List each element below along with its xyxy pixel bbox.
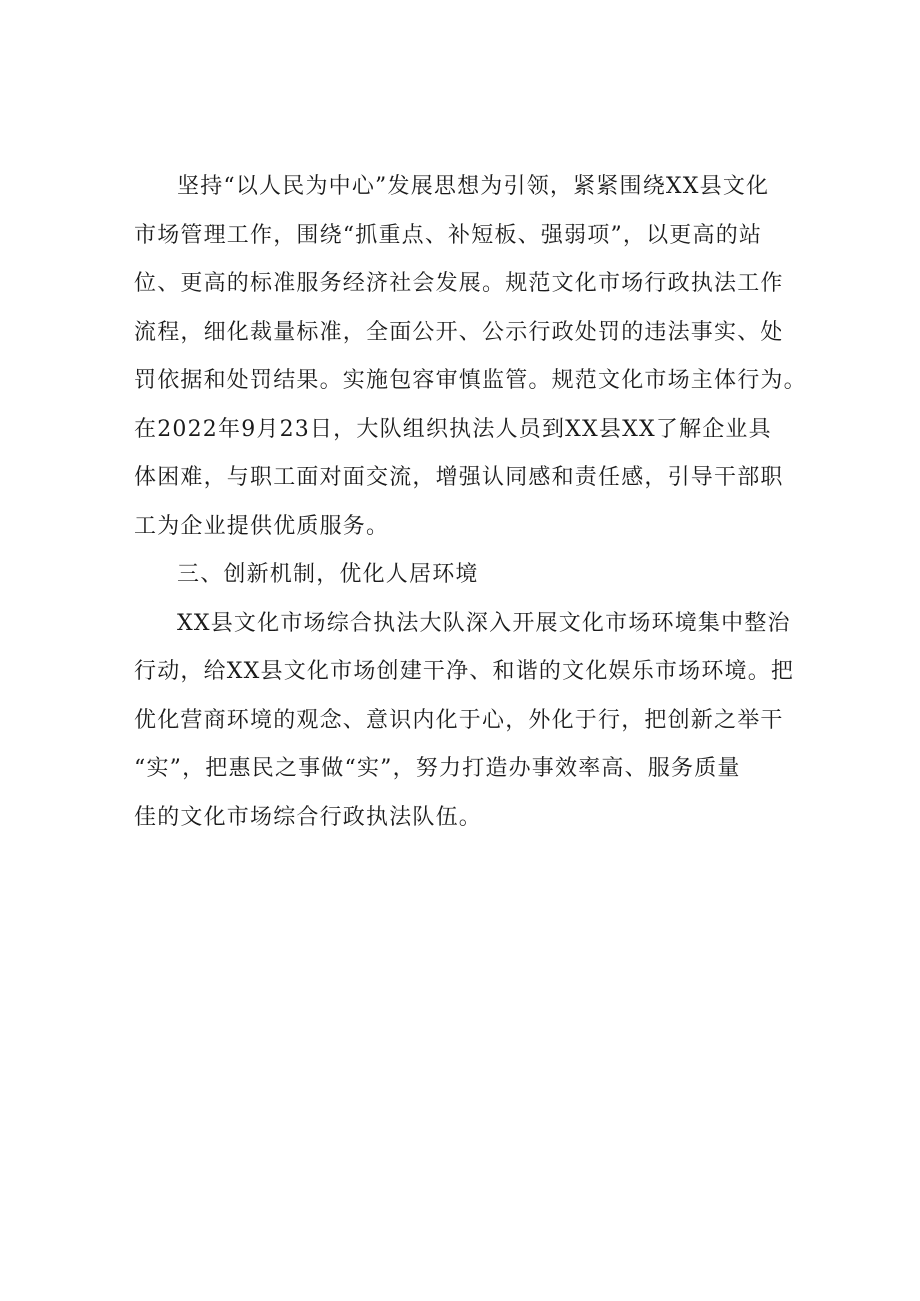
- paragraph-line: 行动，给XX县文化市场创建干净、和谐的文化娱乐市场环境。把: [134, 659, 795, 684]
- paragraph-line: 坚持“以人民为中心”发展思想为引领，紧紧围绕XX县文化: [177, 174, 770, 199]
- paragraph-line: “实”，把惠民之事做“实”，努力打造办事效率高、服务质量: [134, 756, 741, 781]
- paragraph-line: 体困难，与职工面对面交流，增强认同感和责任感，引导干部职: [134, 465, 784, 490]
- paragraph-line: 位、更高的标准服务经济社会发展。规范文化市场行政执法工作: [134, 271, 784, 296]
- paragraph-line: 市场管理工作，围绕“抓重点、补短板、强弱项”，以更高的站: [134, 222, 763, 248]
- document-body: [134, 163, 807, 842]
- paragraph-line: XX县文化市场综合执法大队深入开展文化市场环境集中整治: [177, 610, 791, 636]
- section-heading: 三、创新机制，优化人居环境: [177, 562, 479, 587]
- paragraph-line: 流程，细化裁量标准，全面公开、公示行政处罚的违法事实、处: [134, 319, 784, 345]
- paragraph-line: 佳的文化市场综合行政执法队伍。: [134, 804, 483, 830]
- paragraph-line: 在2022年9月23日，大队组织执法人员到XX县XX了解企业具: [134, 416, 772, 442]
- paragraph-line: 罚依据和处罚结果。实施包容审慎监管。规范文化市场主体行为。: [134, 368, 807, 393]
- paragraph-1: [134, 163, 807, 551]
- paragraph-line: 工为企业提供优质服务。: [134, 513, 390, 539]
- paragraph-2: [134, 600, 794, 843]
- paragraph-line: 优化营商环境的观念、意识内化于心，外化于行，把创新之举干: [134, 707, 784, 733]
